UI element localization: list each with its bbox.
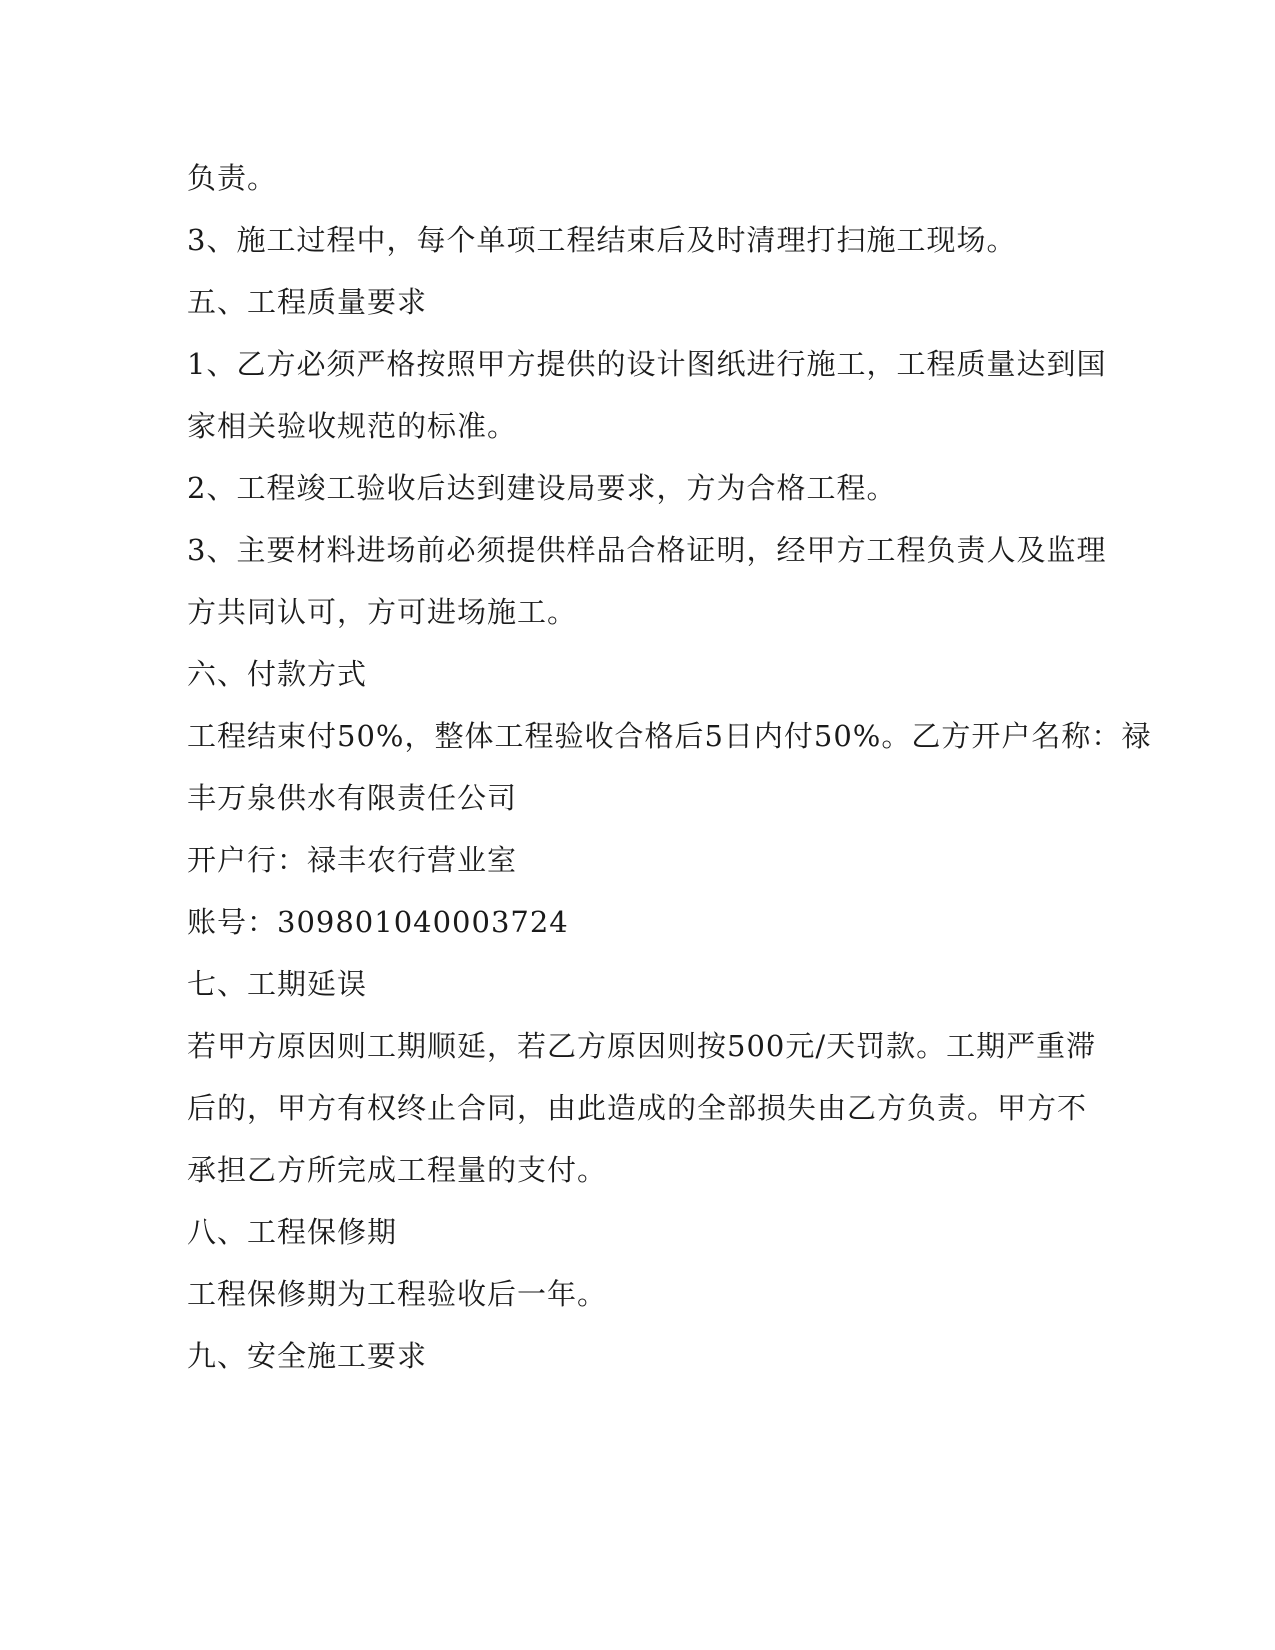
paragraph-line: 工程保修期为工程验收后一年。 [187, 1277, 608, 1311]
paragraph-line: 承担乙方所完成工程量的支付。 [187, 1153, 608, 1187]
section-heading-warranty: 八、工程保修期 [187, 1215, 398, 1249]
paragraph-line: 3、主要材料进场前必须提供样品合格证明，经甲方工程负责人及监理 [187, 533, 1107, 567]
paragraph-line: 3、施工过程中，每个单项工程结束后及时清理打扫施工现场。 [187, 223, 1017, 257]
paragraph-line: 若甲方原因则工期顺延，若乙方原因则按500元/天罚款。工期严重滞 [187, 1029, 1097, 1063]
section-heading-payment: 六、付款方式 [187, 657, 368, 691]
section-heading-safety: 九、安全施工要求 [187, 1339, 428, 1373]
section-heading-quality: 五、工程质量要求 [187, 285, 428, 319]
paragraph-line: 2、工程竣工验收后达到建设局要求，方为合格工程。 [187, 471, 897, 505]
paragraph-line: 丰万泉供水有限责任公司 [187, 781, 518, 815]
paragraph-line: 后的，甲方有权终止合同，由此造成的全部损失由乙方负责。甲方不 [187, 1091, 1088, 1125]
paragraph-line: 方共同认可，方可进场施工。 [187, 595, 578, 629]
section-heading-delay: 七、工期延误 [187, 967, 368, 1001]
paragraph-line: 负责。 [187, 161, 278, 195]
paragraph-line: 家相关验收规范的标准。 [187, 409, 518, 443]
paragraph-line: 1、乙方必须严格按照甲方提供的设计图纸进行施工，工程质量达到国 [187, 347, 1107, 381]
account-number-line: 账号：309801040003724 [187, 905, 569, 939]
paragraph-line: 工程结束付50%，整体工程验收合格后5日内付50%。乙方开户名称：禄 [187, 719, 1152, 753]
bank-name-line: 开户行：禄丰农行营业室 [187, 843, 518, 877]
